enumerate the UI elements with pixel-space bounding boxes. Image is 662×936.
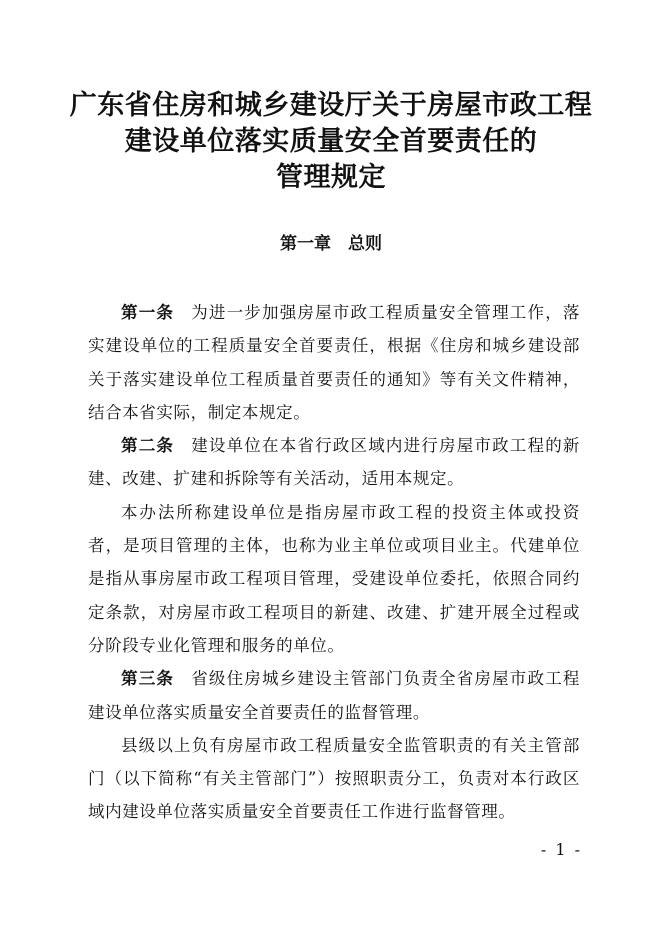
paragraph-text: 本办法所称建设单位是指房屋市政工程的投资主体或投资者，是项目管理的主体，也称为业主单位或项目业主。代建单位是指从事房屋市政工程项目管理，受建设单位委托，依照合同约定条款，对房屋市政工程项目的新建、改建、扩建开展全过程或分阶段专业化管理和服务的单位。: [88, 502, 580, 655]
paragraph-definition: [88, 496, 580, 662]
title-line-1: 广东省住房和城乡建设厅关于房屋市政工程: [69, 90, 593, 121]
document-body: [88, 296, 580, 829]
article-label: 第二条: [121, 436, 175, 456]
paragraph-article-3: [88, 662, 580, 729]
article-label: 第一条: [121, 303, 175, 322]
paragraph-article-1: [88, 296, 580, 429]
paragraph-supervision: [88, 729, 580, 829]
paragraph-text: 县级以上负有房屋市政工程质量安全监管职责的有关主管部门（以下简称“有关主管部门”）按照职责分工，负责对本行政区域内建设单位落实质量安全首要责任工作进行监督管理。: [88, 735, 580, 822]
document-title: [0, 88, 662, 196]
article-label: 第三条: [121, 669, 175, 689]
paragraph-text: 建设单位在本省行政区域内进行房屋市政工程的新建、改建、扩建和拆除等有关活动，适用本规定。: [88, 436, 580, 489]
paragraph-article-2: [88, 429, 580, 496]
paragraph-text: 省级住房城乡建设主管部门负责全省房屋市政工程建设单位落实质量安全首要责任的监督管理。: [88, 669, 580, 722]
page-number: - 1 -: [540, 840, 582, 859]
title-line-3: 管理规定: [276, 162, 386, 193]
chapter-heading: 第一章 总则: [280, 234, 382, 254]
paragraph-text: 为进一步加强房屋市政工程质量安全管理工作，落实建设单位的工程质量安全首要责任，根据《住房和城乡建设部关于落实建设单位工程质量首要责任的通知》等有关文件精神，结合本省实际，制定本规定。: [88, 303, 580, 422]
title-line-2: 建设单位落实质量安全首要责任的: [124, 126, 538, 157]
